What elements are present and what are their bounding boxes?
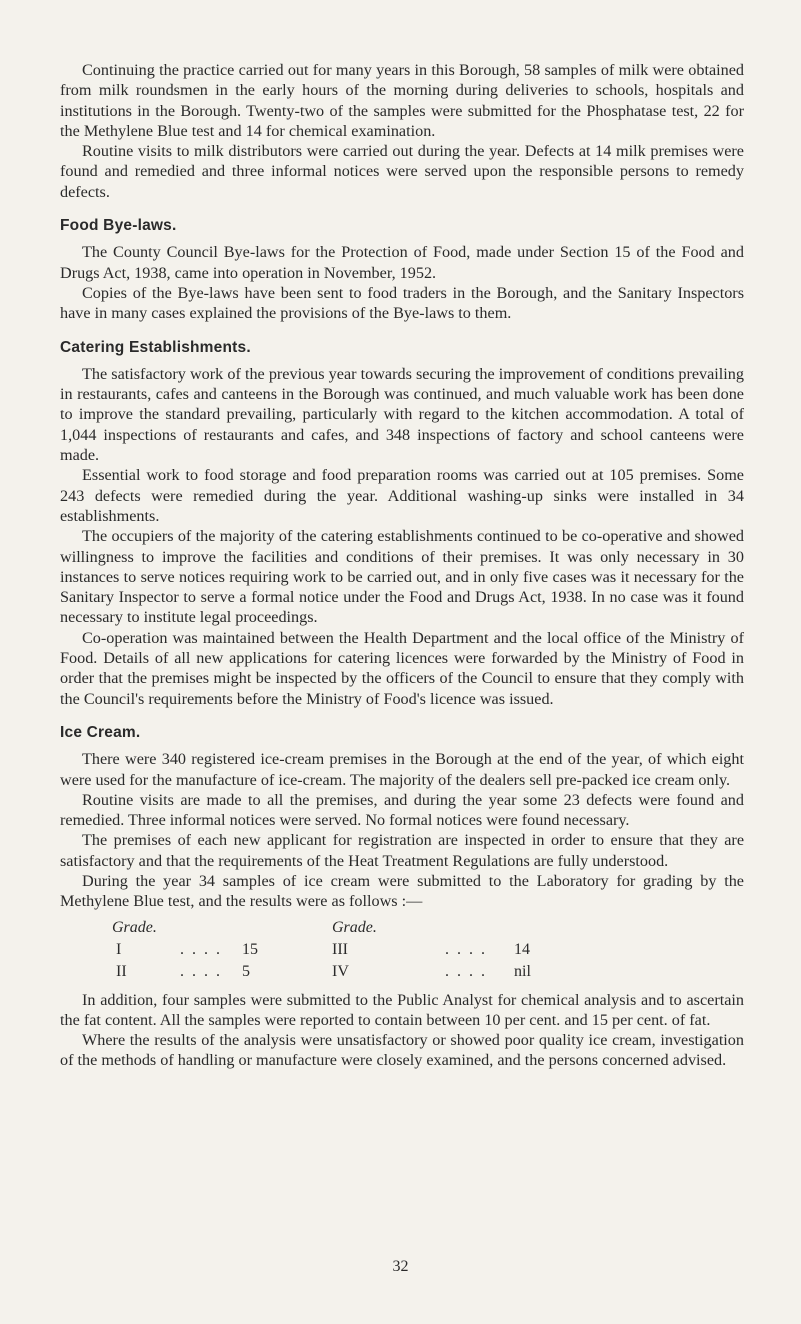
grade-header-right: Grade. — [332, 918, 377, 936]
catering-paragraph-1: The satisfactory work of the previous year towards securing the improvement of conditions prevailing in restaurants, cafes and canteens in the Borough was continued, and much valuable work has been done to improve the standard prevailing, particularly with regard to the kitchen accommodation. A total of 1,044 inspections of restaurants and cafes, and 348 inspections of factory and school canteens were made. — [60, 364, 744, 465]
catering-paragraph-2: Essential work to food storage and food preparation rooms was carried out at 105 premises. Some 243 defects were remedied during the year. Additional washing-up sinks were installed in 34 establishments. — [60, 466, 744, 525]
grade-count: nil — [514, 962, 531, 980]
byelaws-paragraph-2: Copies of the Bye-laws have been sent to food traders in the Borough, and the Sanitary Inspectors have in many cases explained the provisions of the Bye-laws to them. — [60, 283, 744, 323]
ice-cream-paragraph-5: In addition, four samples were submitted to the Public Analyst for chemical analysis and to ascertain the fat content. All the samples were reported to contain between 10 per cent. and 15 per cent. of fat. — [60, 990, 744, 1029]
ice-cream-paragraph-4: During the year 34 samples of ice cream were submitted to the Laboratory for grading by the Methylene Blue test, and the results were as follows :— — [60, 871, 744, 911]
leader-dots: . . . . — [180, 940, 222, 958]
leader-dots: . . . . — [445, 962, 487, 980]
grade-count: 14 — [514, 940, 530, 958]
page-number: 32 — [392, 1258, 409, 1275]
grade-label: IV — [332, 962, 349, 980]
ice-cream-paragraph-3: The premises of each new applicant for registration are inspected in order to ensure that they are satisfactory and that the requirements of the Heat Treatment Regulations are fully understood. — [60, 831, 744, 870]
catering-paragraph-4: Co-operation was maintained between the Health Department and the local office of the Ministry of Food. Details of all new applications for catering licences were forwarded by the Ministry of Food in order that the premises might be inspected by the officers of the Council to ensure that they comply with the Council's requirements before the Ministry of Food's licence was issued. — [60, 628, 744, 708]
grade-table — [60, 918, 744, 984]
grade-header-left: Grade. — [112, 918, 157, 936]
byelaws-paragraph-1: The County Council Bye-laws for the Protection of Food, made under Section 15 of the Food and Drugs Act, 1938, came into operation in November, 1952. — [60, 243, 744, 282]
milk-sampling-paragraph: Continuing the practice carried out for many years in this Borough, 58 samples of milk were obtained from milk roundsmen in the early hours of the morning during deliveries to schools, hospitals and institutions in the Borough. Twenty-two of the samples were submitted for the Phosphatase test, 22 for the Methylene Blue test and 14 for chemical examination. — [60, 61, 744, 140]
catering-paragraph-3: The occupiers of the majority of the catering establishments continued to be co-operative and showed willingness to improve the facilities and conditions of their premises. It was only necessary in 30 instances to serve notices requiring work to be carried out, and in only five cases was it necessary for the Sanitary Inspector to serve a formal notice under the Food and Drugs Act, 1938. In no case was it found necessary to institute legal proceedings. — [60, 527, 744, 627]
ice-cream-paragraph-6: Where the results of the analysis were unsatisfactory or showed poor quality ice cream, investigation of the methods of handling or manufacture were closely examined, and the persons concerned advised. — [60, 1031, 744, 1070]
grade-table-header — [60, 918, 744, 940]
grade-count: 5 — [242, 962, 250, 980]
ice-cream-paragraph-2: Routine visits are made to all the premises, and during the year some 23 defects were found and remedied. Three informal notices were served. No formal notices were found necessary. — [60, 790, 744, 830]
milk-distributors-paragraph: Routine visits to milk distributors were carried out during the year. Defects at 14 milk premises were found and remedied and three informal notices were served upon the responsible persons to remedy defects. — [60, 142, 744, 201]
ice-cream-paragraph-1: There were 340 registered ice-cream premises in the Borough at the end of the year, of which eight were used for the manufacture of ice-cream. The majority of the dealers sell pre-packed ice cream only. — [60, 750, 744, 789]
page-body — [60, 60, 744, 1071]
grade-count: 15 — [242, 940, 258, 958]
grade-row — [60, 940, 744, 962]
grade-label: III — [332, 940, 348, 958]
grade-label: II — [116, 962, 127, 980]
leader-dots: . . . . — [180, 962, 222, 980]
ice-cream-heading: Ice Cream. — [60, 723, 141, 741]
leader-dots: . . . . — [445, 940, 487, 958]
grade-row — [60, 962, 744, 984]
food-byelaws-heading: Food Bye-laws. — [60, 217, 177, 235]
catering-heading: Catering Establishments. — [60, 338, 251, 356]
grade-label: I — [116, 940, 122, 958]
